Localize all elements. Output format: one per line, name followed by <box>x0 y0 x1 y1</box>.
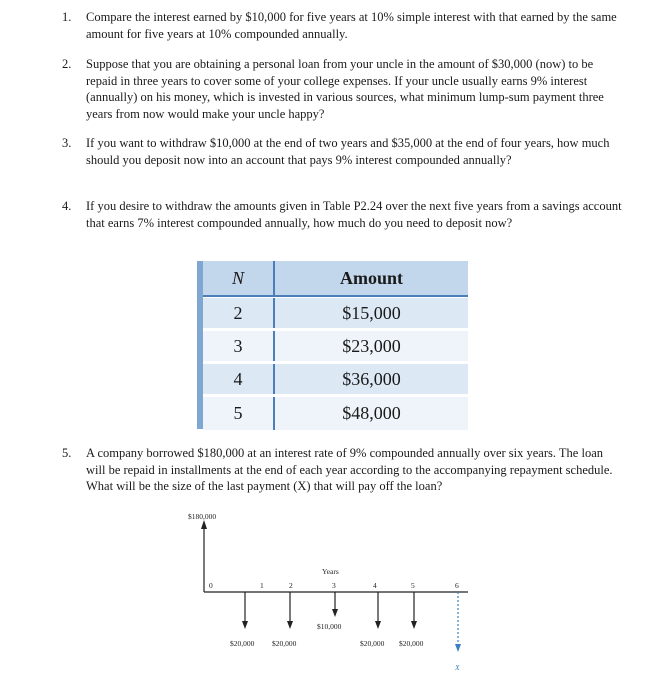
cash-flow-diagram <box>180 505 480 695</box>
problem-number: 5. <box>62 446 72 460</box>
problem-text: A company borrowed $180,000 at an interest rate of 9% compounded annually over six years. The loan will be repaid in installments at the end of each year according to the accompanying repayment schedule. What will be the size of the last payment (X) that will pay off the loan? <box>86 446 613 493</box>
cell-amount: $15,000 <box>342 302 401 323</box>
problem-3 <box>62 135 622 168</box>
table-row <box>203 297 468 328</box>
table-header <box>203 261 468 297</box>
problem-1 <box>62 9 622 42</box>
problem-number: 2. <box>62 57 72 71</box>
payment-label: $10,000 <box>317 622 342 631</box>
problem-5 <box>62 445 622 495</box>
period-1: 1 <box>260 581 264 590</box>
problem-text: Compare the interest earned by $10,000 for five years at 10% simple interest with that earned by the same amount for five years at 10% compounded annually. <box>86 10 617 41</box>
header-n: N <box>203 261 275 295</box>
amounts-table <box>197 261 468 429</box>
period-2: 2 <box>289 581 293 590</box>
problem-text: Suppose that you are obtaining a personal loan from your uncle in the amount of $30,000 (now) to be repaid in three years to cover some of your college expenses. If your uncle usually earns 9% interest (annually) on his money, which is invested in various sources, what minimum lump-sum payment three years from now would make your uncle happy? <box>86 57 604 121</box>
problem-text: If you want to withdraw $10,000 at the end of two years and $35,000 at the end of four years, how much should you deposit now into an account that pays 9% interest compounded annually? <box>86 136 610 167</box>
cell-amount: $36,000 <box>342 368 401 389</box>
cell-amount: $23,000 <box>342 335 401 356</box>
period-0: 0 <box>209 581 213 590</box>
payment-label: $20,000 <box>360 639 385 648</box>
payment-label: $20,000 <box>230 639 255 648</box>
years-label: Years <box>322 567 339 576</box>
cell-n: 2 <box>203 298 275 328</box>
period-6: 6 <box>455 581 459 590</box>
problem-number: 1. <box>62 10 72 24</box>
period-4: 4 <box>373 581 377 590</box>
header-amount: Amount <box>339 267 403 288</box>
cell-n: 4 <box>203 364 275 394</box>
problem-2 <box>62 56 622 122</box>
period-5: 5 <box>411 581 415 590</box>
table-row <box>203 396 468 430</box>
loan-label: $180,000 <box>188 512 217 521</box>
cash-flow-lines <box>180 505 480 695</box>
cell-amount: $48,000 <box>342 403 401 423</box>
cell-n: 5 <box>203 397 275 430</box>
payment-label: $20,000 <box>399 639 424 648</box>
payment-x-label: X <box>455 663 460 672</box>
problem-number: 4. <box>62 199 72 213</box>
payment-label: $20,000 <box>272 639 297 648</box>
table-row <box>203 330 468 361</box>
period-3: 3 <box>332 581 336 590</box>
cell-n: 3 <box>203 331 275 361</box>
problem-number: 3. <box>62 136 72 150</box>
problem-4 <box>62 198 622 231</box>
problem-text: If you desire to withdraw the amounts given in Table P2.24 over the next five years from a savings account that earns 7% interest compounded annually, how much do you need to deposit now? <box>86 199 622 230</box>
table-row <box>203 363 468 394</box>
